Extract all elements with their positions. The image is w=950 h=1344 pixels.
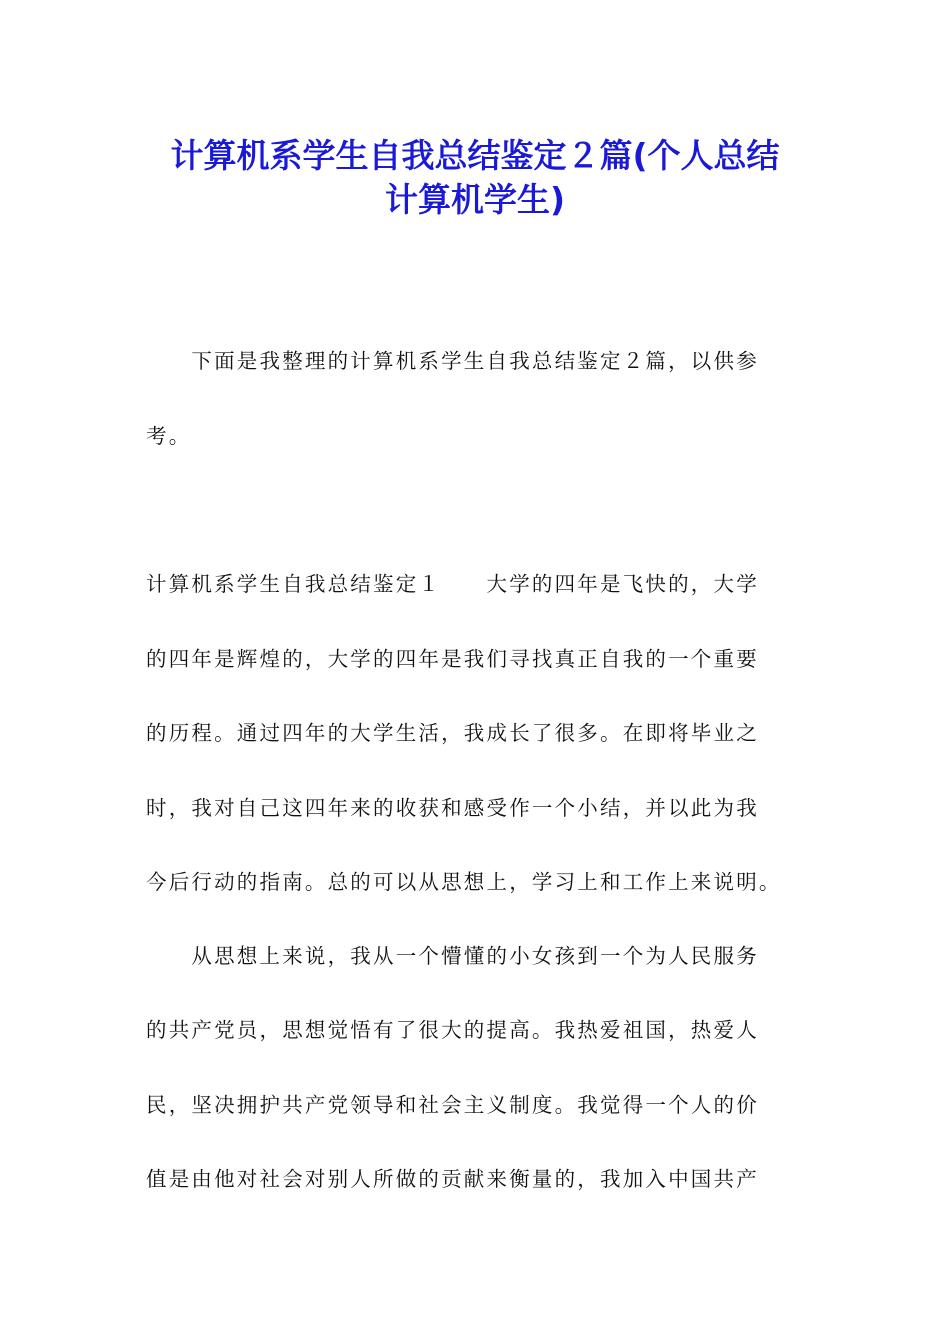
intro-paragraph-line-1: 下面是我整理的计算机系学生自我总结鉴定２篇，以供参	[146, 349, 759, 373]
section-1-paragraph-2-line-1: 从思想上来说，我从一个懵懂的小女孩到一个为人民服务	[146, 944, 759, 968]
section-1-paragraph-2-line-4: 值是由他对社会对别人所做的贡献来衡量的，我加入中国共产	[146, 1167, 759, 1191]
document-title-line-1: 计算机系学生自我总结鉴定２篇(个人总结	[170, 136, 780, 175]
section-1-line-5: 今后行动的指南。总的可以从思想上，学习上和工作上来说明。	[146, 870, 782, 894]
section-1-paragraph-2-line-3: 民，坚决拥护共产党领导和社会主义制度。我觉得一个人的价	[146, 1093, 759, 1117]
section-1-line-2: 的四年是辉煌的，大学的四年是我们寻找真正自我的一个重要	[146, 647, 759, 671]
intro-paragraph-line-2: 考。	[146, 424, 192, 448]
document-title-line-2: 计算机学生)	[384, 180, 566, 219]
section-1-line-1: 计算机系学生自我总结鉴定１ 大学的四年是飞快的，大学	[146, 572, 759, 596]
section-1-line-4: 时，我对自己这四年来的收获和感受作一个小结，并以此为我	[146, 796, 759, 820]
section-1-paragraph-2-line-2: 的共产党员，思想觉悟有了很大的提高。我热爱祖国，热爱人	[146, 1018, 759, 1042]
section-1-line-3: 的历程。通过四年的大学生活，我成长了很多。在即将毕业之	[146, 721, 759, 745]
